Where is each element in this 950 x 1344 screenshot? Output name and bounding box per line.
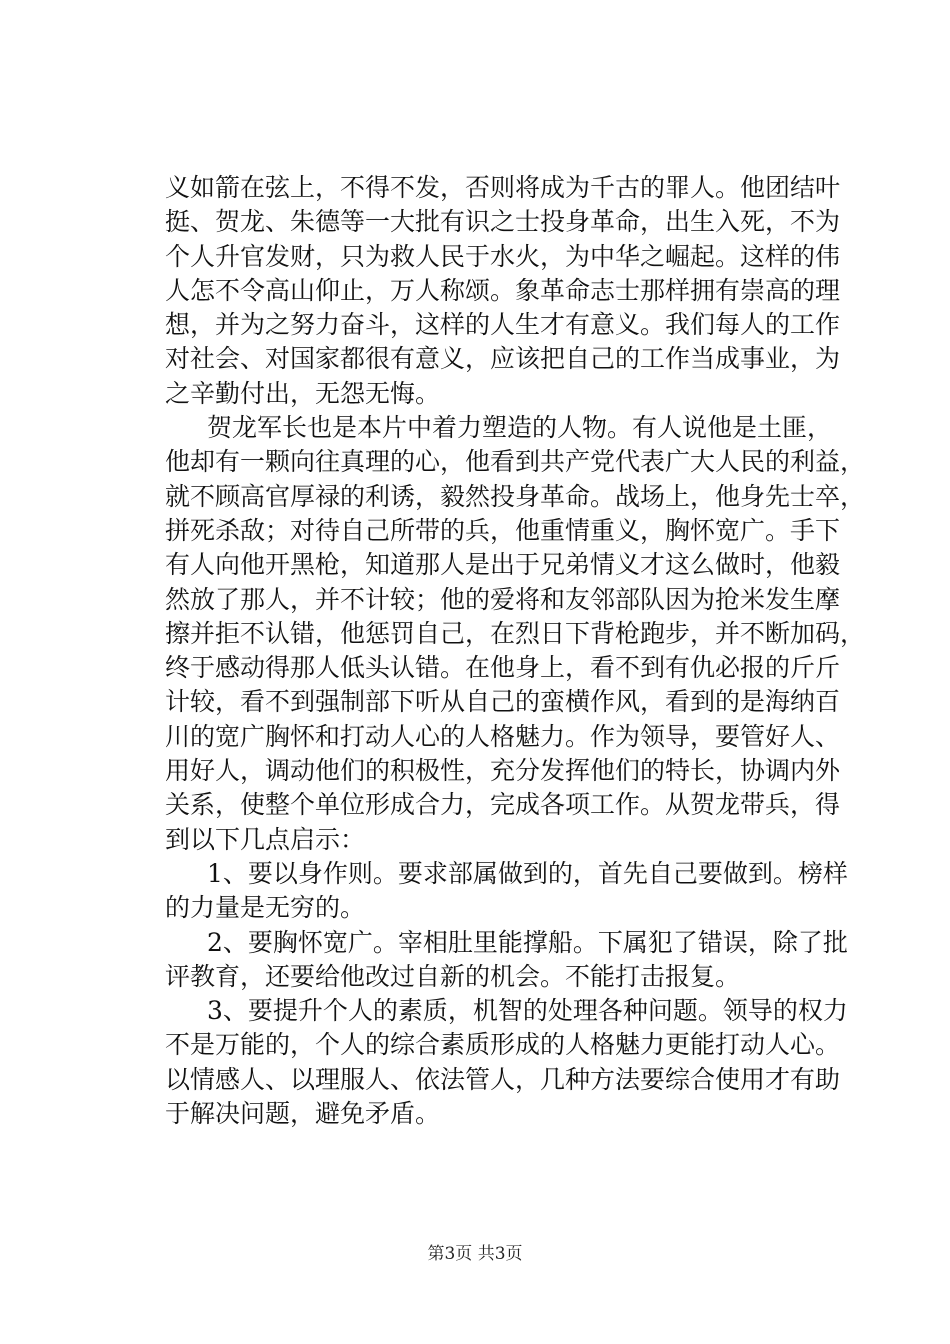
- text-line: 不是万能的，个人的综合素质形成的人格魅力更能打动人心。: [165, 1030, 841, 1060]
- text-line: 之辛勤付出，无怨无悔。: [165, 378, 441, 408]
- text-line: 贺龙军长也是本片中着力塑造的人物。有人说他是土匪，: [207, 413, 833, 443]
- text-line: 1、要以身作则。要求部属做到的，首先自己要做到。榜样: [207, 858, 848, 888]
- page-footer: 第3页 共3页: [427, 1244, 523, 1264]
- text-line: 2、要胸怀宽广。宰相肚里能撑船。下属犯了错误，除了批: [207, 927, 848, 957]
- text-line: 的力量是无穷的。: [165, 893, 366, 923]
- text-line: 3、要提升个人的素质，机智的处理各种问题。领导的权力: [207, 996, 848, 1026]
- text-line: 然放了那人，并不计较；他的爱将和友邻部队因为抢米发生摩: [165, 584, 841, 614]
- text-line: 于解决问题，避免矛盾。: [165, 1099, 441, 1129]
- text-line: 挺、贺龙、朱德等一大批有识之士投身革命，出生入死，不为: [165, 207, 841, 237]
- text-line: 以情感人、以理服人、依法管人，几种方法要综合使用才有助: [165, 1064, 841, 1094]
- text-line: 用好人，调动他们的积极性，充分发挥他们的特长，协调内外: [165, 756, 841, 786]
- text-line: 计较，看不到强制部下听从自己的蛮横作风，看到的是海纳百: [165, 687, 841, 717]
- text-line: 拼死杀敌；对待自己所带的兵，他重情重义，胸怀宽广。手下: [165, 515, 841, 545]
- text-line: 到以下几点启示：: [165, 824, 366, 854]
- text-line: 个人升官发财，只为救人民于水火，为中华之崛起。这样的伟: [165, 241, 841, 271]
- text-line: 川的宽广胸怀和打动人心的人格魅力。作为领导，要管好人、: [165, 721, 841, 751]
- text-line: 有人向他开黑枪，知道那人是出于兄弟情义才这么做时，他毅: [165, 550, 841, 580]
- text-line: 对社会、对国家都很有意义，应该把自己的工作当成事业，为: [165, 344, 841, 374]
- text-line: 评教育，还要给他改过自新的机会。不能打击报复。: [165, 961, 741, 991]
- text-line: 义如箭在弦上，不得不发，否则将成为千古的罪人。他团结叶: [165, 173, 841, 202]
- text-line: 就不顾高官厚禄的利诱，毅然投身革命。战场上，他身先士卒，: [165, 481, 866, 511]
- text-line: 人怎不令高山仰止，万人称颂。象革命志士那样拥有崇高的理: [165, 275, 841, 305]
- text-line: 他却有一颗向往真理的心，他看到共产党代表广大人民的利益，: [165, 447, 866, 477]
- text-line: 擦并拒不认错，他惩罚自己，在烈日下背枪跑步，并不断加码，: [165, 618, 866, 648]
- text-line: 关系，使整个单位形成合力，完成各项工作。从贺龙带兵，得: [165, 790, 841, 820]
- text-line: 想，并为之努力奋斗，这样的人生才有意义。我们每人的工作: [165, 310, 841, 340]
- text-line: 终于感动得那人低头认错。在他身上，看不到有仇必报的斤斤: [165, 653, 841, 683]
- body-text: [165, 171, 866, 1131]
